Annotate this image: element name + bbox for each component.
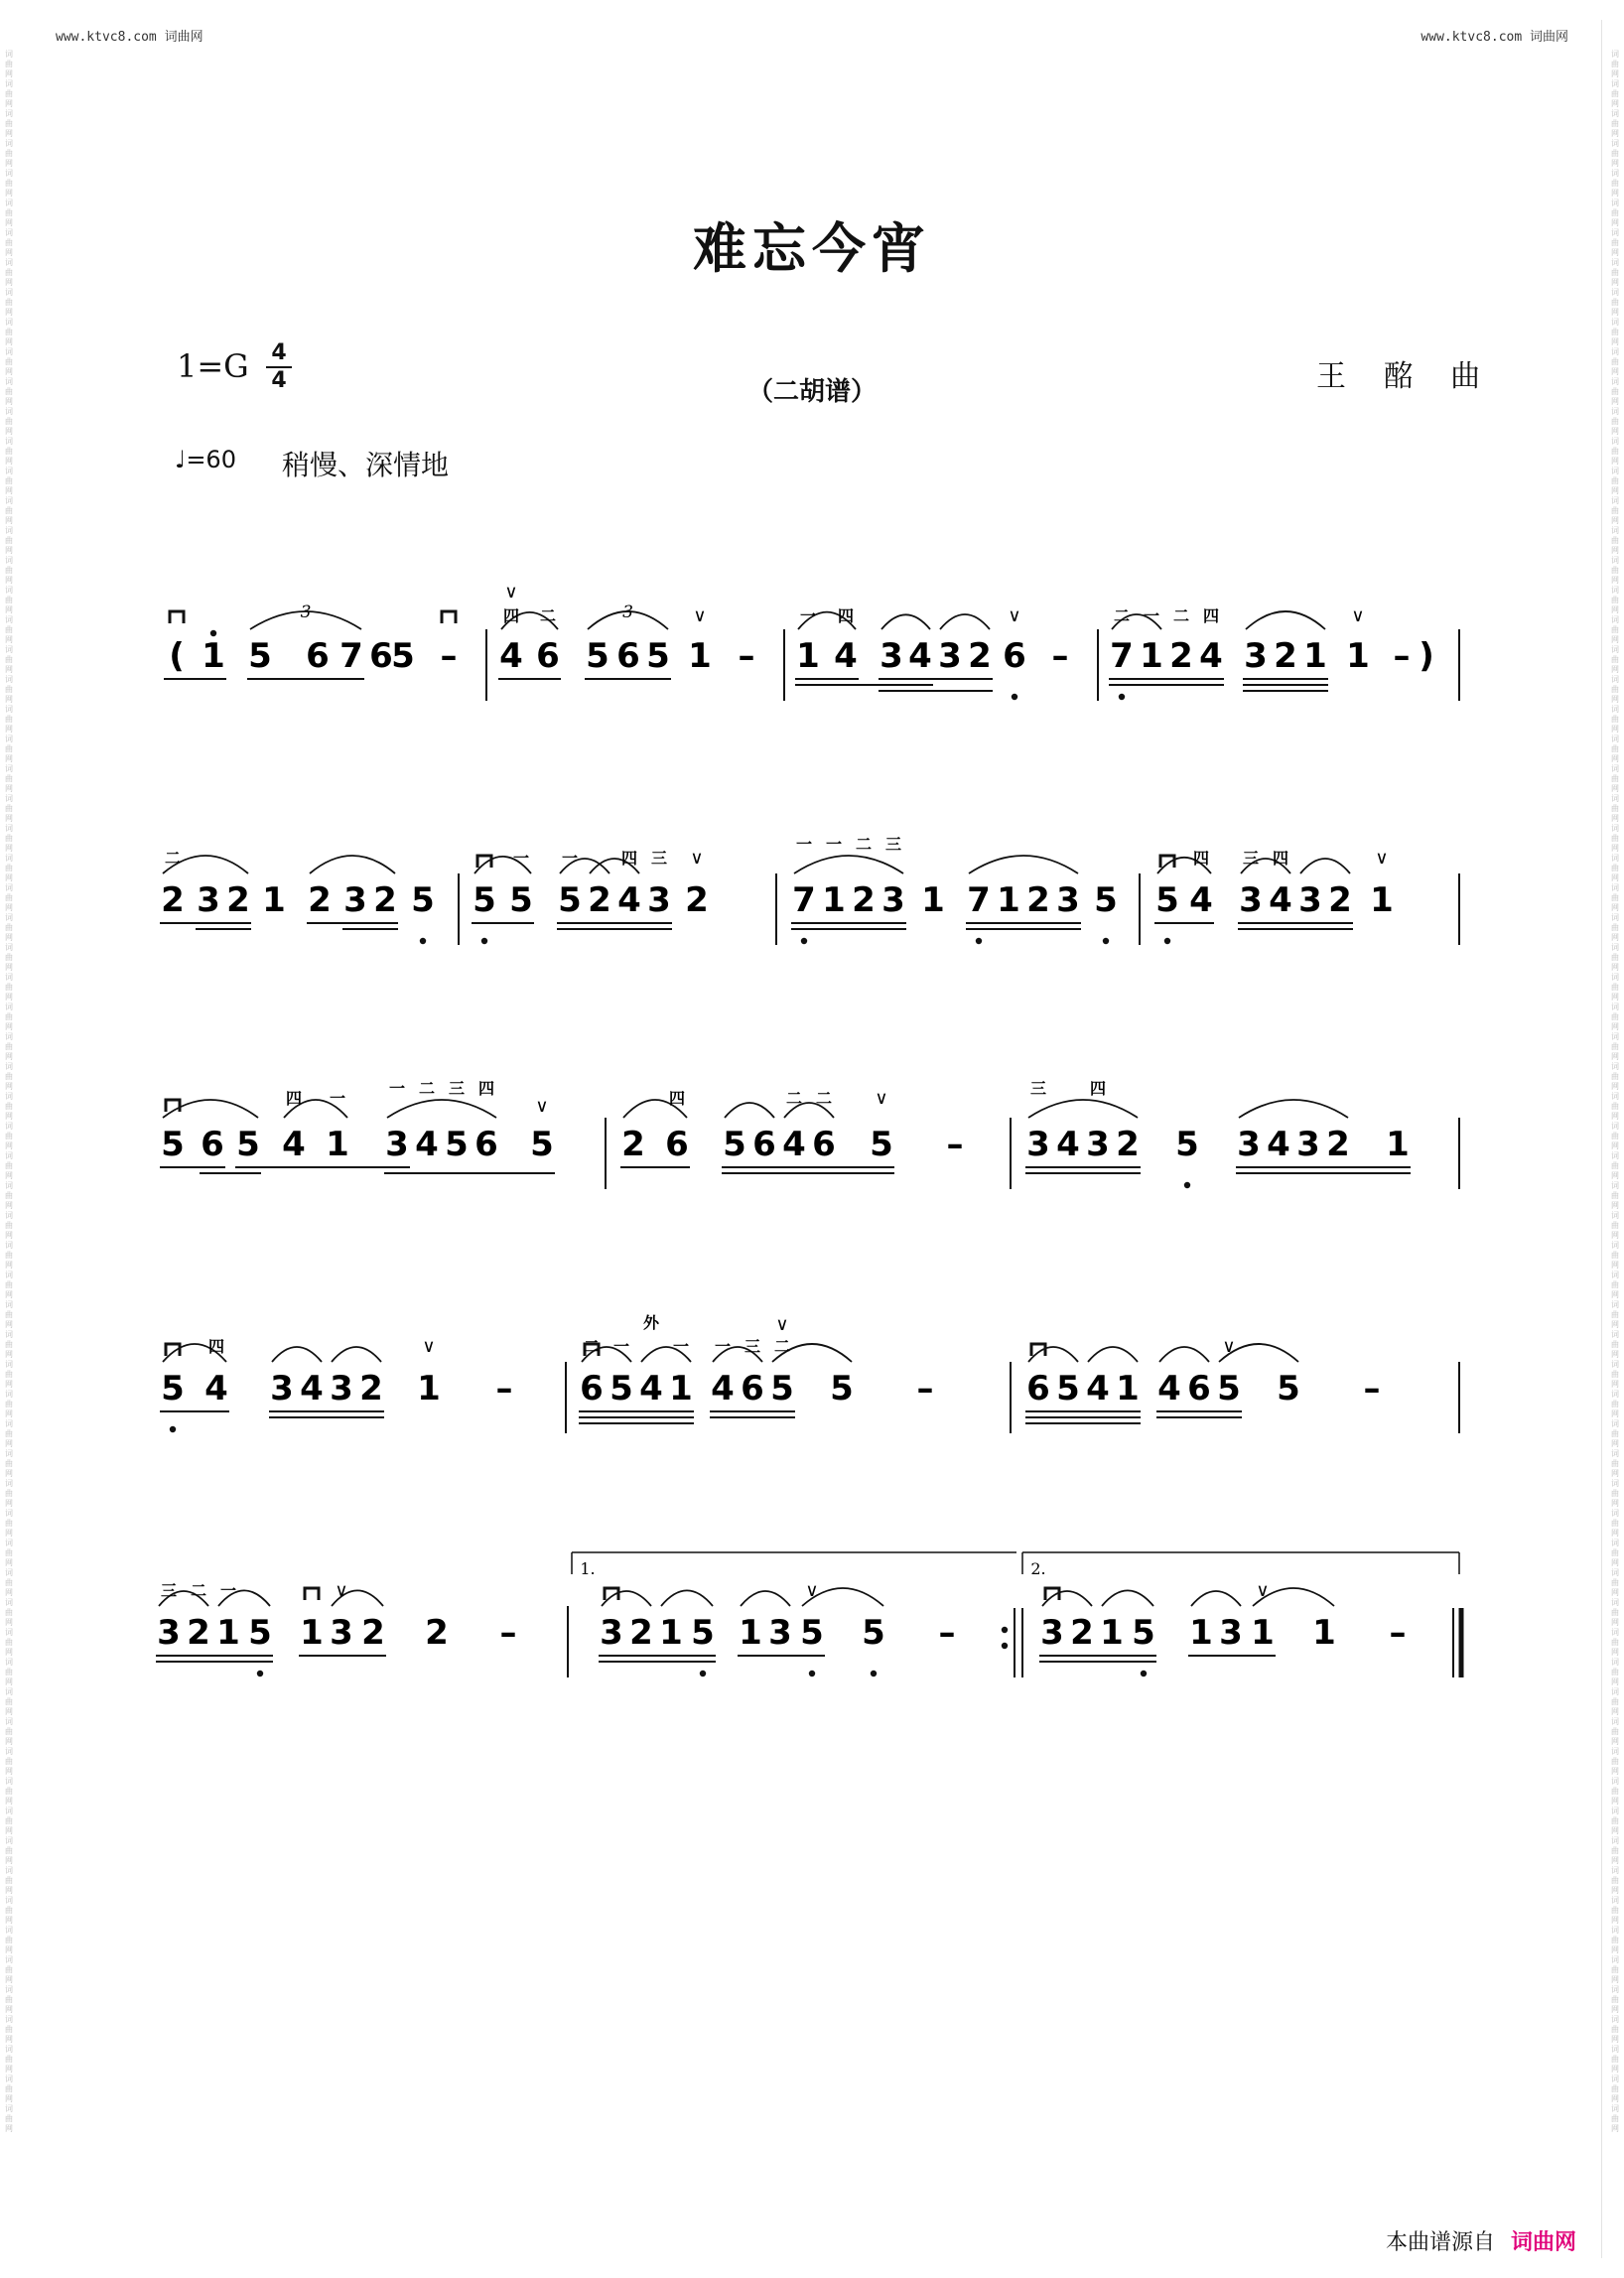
fingering-mark: 二 (164, 849, 182, 868)
fingering-mark: 二 (1113, 606, 1131, 625)
note-3-3-5: 5 (1175, 1125, 1199, 1164)
octave-dot-below (257, 1671, 263, 1676)
note-5-1-6: 3 (330, 1613, 353, 1653)
note-1-3-8: – (1051, 636, 1069, 676)
side-watermark-right: 词曲网词曲网词曲网词曲网词曲网词曲网词曲网词曲网词曲网词曲网词曲网词曲网词曲网词曲网词曲网词曲网词曲网词曲网词曲网词曲网词曲网词曲网词曲网词曲网词曲网词曲网词曲网词曲网词曲网词曲网词曲网词曲网词曲网词曲网词曲网词曲网词曲网词曲网词曲网词曲网词曲网词曲网词曲网词曲网词曲网词曲网词曲网词曲网词曲网词曲网词曲网词曲网词曲网词曲网词曲网词曲网词曲网词曲网词曲网词曲网词曲网词曲网词曲网词曲网词曲网词曲网词曲网词曲网词曲网词曲网 (1611, 50, 1619, 2133)
note-5-3-7: 1 (1251, 1613, 1275, 1653)
fingering-mark: 一 (799, 606, 817, 625)
octave-dot-below (1184, 1182, 1190, 1188)
octave-dot-below (801, 938, 807, 944)
note-1-1-1: ( (169, 636, 185, 676)
note-3-2-4: 6 (752, 1125, 776, 1164)
octave-dot-below (481, 938, 487, 944)
slur-arc (163, 1100, 258, 1118)
octave-dot-below (1012, 694, 1017, 700)
note-5-1-9: – (499, 1613, 517, 1653)
slur-arc (332, 1347, 381, 1362)
slur-arc (661, 1590, 713, 1606)
note-2-4-4: 4 (1269, 880, 1292, 920)
fingering-mark: 一 (672, 1337, 690, 1356)
fingering-mark: 三 (650, 849, 668, 868)
note-2-4-7: 1 (1370, 880, 1394, 920)
note-2-1-2: 3 (197, 880, 220, 920)
note-2-2-1: 5 (473, 880, 496, 920)
slur-arc (1102, 1590, 1153, 1606)
octave-dot-below (1141, 1671, 1147, 1676)
note-4-2-6: 6 (741, 1369, 764, 1408)
note-5-1-1: 3 (157, 1613, 181, 1653)
note-1-2-1: 4 (499, 636, 523, 676)
slur-arc (725, 1103, 774, 1118)
fingering-mark: 二 (855, 835, 873, 854)
fingering-mark: 三 (884, 835, 902, 854)
note-5-1-4: 5 (248, 1613, 272, 1653)
note-4-2-2: 5 (609, 1369, 633, 1408)
volta-2-label: 2. (1030, 1559, 1046, 1578)
note-3-3-4: 2 (1116, 1125, 1140, 1164)
note-5-3-8: 1 (1312, 1613, 1336, 1653)
note-2-4-3: 3 (1239, 880, 1263, 920)
note-3-1-4: 4 (282, 1125, 306, 1164)
slur-arc (1246, 611, 1325, 629)
note-3-1-8: 5 (445, 1125, 469, 1164)
note-5-3-2: 2 (1070, 1613, 1094, 1653)
slur-arc (602, 1591, 651, 1606)
note-4-2-8: 5 (830, 1369, 854, 1408)
note-1-1-4: 6 (306, 636, 330, 676)
fingering-mark: 二 (583, 1337, 601, 1356)
up-bow-mark: ∨ (693, 605, 707, 626)
note-3-1-6: 3 (385, 1125, 409, 1164)
slur-arc (969, 856, 1078, 873)
triplet-mark: 3 (300, 603, 312, 622)
note-5-1-5: 1 (300, 1613, 324, 1653)
time-signature-bottom: 4 (271, 368, 287, 393)
note-2-4-6: 2 (1328, 880, 1352, 920)
note-2-3-2: 1 (822, 880, 846, 920)
fingering-mark: 一 (561, 849, 579, 868)
fingering-mark: 一 (714, 1337, 732, 1356)
octave-dot-above (210, 630, 216, 636)
fingering-mark: 三 (1029, 1079, 1047, 1098)
down-bow-mark (477, 856, 491, 868)
note-5-2-5: 1 (739, 1613, 762, 1653)
fingering-mark: 一 (795, 835, 813, 854)
note-2-2-5: 4 (617, 880, 641, 920)
note-1-4-2: 1 (1140, 636, 1163, 676)
note-3-3-9: 2 (1326, 1125, 1350, 1164)
note-2-2-6: 3 (647, 880, 671, 920)
side-watermark-left: 词曲网词曲网词曲网词曲网词曲网词曲网词曲网词曲网词曲网词曲网词曲网词曲网词曲网词曲网词曲网词曲网词曲网词曲网词曲网词曲网词曲网词曲网词曲网词曲网词曲网词曲网词曲网词曲网词曲网词曲网词曲网词曲网词曲网词曲网词曲网词曲网词曲网词曲网词曲网词曲网词曲网词曲网词曲网词曲网词曲网词曲网词曲网词曲网词曲网词曲网词曲网词曲网词曲网词曲网词曲网词曲网词曲网词曲网词曲网词曲网词曲网词曲网词曲网词曲网词曲网词曲网词曲网词曲网词曲网词曲网 (5, 50, 13, 2133)
octave-dot-below (1103, 938, 1109, 944)
note-3-2-7: 5 (870, 1125, 893, 1164)
octave-dot-below (1164, 938, 1170, 944)
note-5-2-1: 3 (600, 1613, 623, 1653)
octave-dot-below (170, 1426, 176, 1432)
note-2-1-3: 2 (226, 880, 250, 920)
down-bow-mark (166, 1100, 180, 1112)
fingering-mark: 外 (642, 1313, 660, 1332)
fingering-mark: 四 (1192, 849, 1210, 868)
note-5-2-8: 5 (862, 1613, 885, 1653)
note-1-4-5: 3 (1244, 636, 1268, 676)
note-1-2-5: 5 (646, 636, 670, 676)
slur-arc (794, 856, 903, 873)
note-2-1-4: 1 (262, 880, 286, 920)
note-1-1-5: 7 (339, 636, 363, 676)
note-4-3-2: 5 (1056, 1369, 1080, 1408)
note-3-1-7: 4 (415, 1125, 439, 1164)
repeat-dot (1002, 1627, 1008, 1633)
note-5-3-3: 1 (1100, 1613, 1124, 1653)
note-2-4-2: 4 (1189, 880, 1213, 920)
up-bow-mark: ∨ (875, 1088, 888, 1109)
slur-arc (272, 1347, 322, 1362)
note-2-3-3: 2 (852, 880, 876, 920)
note-3-1-2: 6 (201, 1125, 224, 1164)
fingering-mark: 二 (539, 606, 557, 625)
slur-arc (1028, 1100, 1138, 1118)
slur-arc (1042, 1591, 1092, 1606)
fingering-mark: 四 (1089, 1079, 1107, 1098)
note-1-3-5: 3 (938, 636, 962, 676)
octave-dot-below (976, 938, 982, 944)
fingering-mark: 三 (160, 1581, 178, 1600)
note-3-3-10: 1 (1386, 1125, 1410, 1164)
note-1-2-4: 6 (616, 636, 640, 676)
slur-arc (1088, 1347, 1138, 1362)
expression-marking: 稍慢、深情地 (282, 449, 450, 481)
fingering-mark: 四 (1202, 606, 1220, 625)
note-3-2-3: 5 (723, 1125, 746, 1164)
up-bow-mark: ∨ (422, 1336, 436, 1357)
note-3-3-8: 3 (1296, 1125, 1320, 1164)
up-bow-mark: ∨ (1375, 848, 1389, 869)
slur-arc (881, 614, 930, 629)
note-5-2-9: – (938, 1613, 956, 1653)
note-4-3-8: 5 (1277, 1369, 1300, 1408)
fingering-mark: 四 (477, 1079, 495, 1098)
slur-arc (1028, 1347, 1078, 1362)
note-2-1-6: 3 (343, 880, 367, 920)
fingering-mark: 四 (1272, 849, 1289, 868)
note-2-3-6: 7 (967, 880, 991, 920)
note-4-3-9: – (1363, 1369, 1381, 1408)
note-1-3-1: 1 (796, 636, 820, 676)
note-2-2-4: 2 (588, 880, 611, 920)
up-bow-mark: ∨ (504, 582, 518, 603)
slur-arc (1300, 859, 1350, 873)
note-3-1-10: 5 (530, 1125, 554, 1164)
note-5-2-2: 2 (629, 1613, 653, 1653)
note-5-3-6: 3 (1219, 1613, 1243, 1653)
fingering-mark: 三 (448, 1079, 466, 1098)
note-2-1-7: 2 (373, 880, 397, 920)
fingering-mark: 二 (773, 1337, 791, 1356)
note-4-3-3: 4 (1086, 1369, 1110, 1408)
note-5-2-3: 1 (659, 1613, 683, 1653)
note-3-3-1: 3 (1026, 1125, 1050, 1164)
fingering-mark: 四 (837, 606, 855, 625)
note-4-2-5: 4 (711, 1369, 735, 1408)
note-1-4-1: 7 (1110, 636, 1134, 676)
note-4-3-5: 4 (1157, 1369, 1181, 1408)
note-5-1-7: 2 (361, 1613, 385, 1653)
note-2-4-1: 5 (1155, 880, 1179, 920)
note-1-3-7: 6 (1003, 636, 1026, 676)
note-1-4-6: 2 (1274, 636, 1297, 676)
note-2-1-5: 2 (308, 880, 332, 920)
note-3-3-6: 3 (1237, 1125, 1261, 1164)
fingering-mark: 二 (785, 1089, 803, 1108)
fingering-mark: 一 (219, 1581, 237, 1600)
note-5-3-9: – (1389, 1613, 1407, 1653)
note-1-3-4: 4 (908, 636, 932, 676)
note-4-1-5: 3 (330, 1369, 353, 1408)
note-4-3-4: 1 (1116, 1369, 1140, 1408)
fingering-mark: 四 (620, 849, 638, 868)
note-1-1-6: 6 (369, 636, 393, 676)
slur-arc (1159, 1347, 1209, 1362)
note-1-3-3: 3 (880, 636, 903, 676)
triplet-mark: 3 (622, 603, 633, 622)
fingering-mark: 二 (190, 1581, 207, 1600)
up-bow-mark: ∨ (1222, 1336, 1236, 1357)
note-1-2-7: – (738, 636, 755, 676)
note-1-4-3: 2 (1169, 636, 1193, 676)
note-4-1-4: 4 (300, 1369, 324, 1408)
slur-arc (387, 1100, 496, 1118)
note-1-4-9: – (1393, 636, 1411, 676)
fingering-mark: 四 (207, 1337, 225, 1356)
fingering-mark: 一 (388, 1079, 406, 1098)
note-1-4-7: 1 (1303, 636, 1327, 676)
time-signature-top: 4 (271, 340, 287, 365)
note-5-1-8: 2 (425, 1613, 449, 1653)
note-5-2-6: 3 (768, 1613, 792, 1653)
note-1-3-2: 4 (834, 636, 858, 676)
fingering-mark: 四 (285, 1089, 303, 1108)
fingering-mark: 二 (1172, 606, 1190, 625)
note-3-3-7: 4 (1267, 1125, 1290, 1164)
note-5-2-4: 5 (691, 1613, 715, 1653)
slur-arc (940, 614, 990, 629)
octave-dot-below (420, 938, 426, 944)
footer-brand-link[interactable]: 词曲网 (1510, 2230, 1576, 2255)
up-bow-mark: ∨ (805, 1580, 819, 1601)
note-5-3-5: 1 (1189, 1613, 1213, 1653)
note-1-1-3: 5 (248, 636, 272, 676)
note-4-1-7: 1 (417, 1369, 441, 1408)
note-1-1-7: 5 (391, 636, 415, 676)
note-2-4-5: 3 (1298, 880, 1322, 920)
note-5-1-3: 1 (216, 1613, 240, 1653)
note-2-3-5: 1 (921, 880, 945, 920)
note-5-2-7: 5 (800, 1613, 824, 1653)
note-3-2-5: 4 (782, 1125, 806, 1164)
note-2-1-8: 5 (411, 880, 435, 920)
note-3-2-2: 6 (665, 1125, 689, 1164)
note-2-2-2: 5 (509, 880, 533, 920)
note-2-3-1: 7 (792, 880, 816, 920)
note-3-1-3: 5 (236, 1125, 260, 1164)
octave-dot-below (1119, 694, 1125, 700)
slur-arc (310, 856, 395, 873)
up-bow-mark: ∨ (335, 1580, 348, 1601)
octave-dot-below (809, 1671, 815, 1676)
note-3-1-1: 5 (161, 1125, 185, 1164)
fingering-mark: 四 (502, 606, 520, 625)
note-5-1-2: 2 (187, 1613, 210, 1653)
note-2-2-3: 5 (558, 880, 582, 920)
note-2-3-7: 1 (997, 880, 1020, 920)
down-bow-mark (442, 611, 456, 623)
note-3-2-1: 2 (621, 1125, 645, 1164)
up-bow-mark: ∨ (1008, 605, 1021, 626)
key-signature: 1=G (177, 347, 249, 385)
note-2-1-1: 2 (161, 880, 185, 920)
repeat-dot (1002, 1643, 1008, 1649)
note-5-3-4: 5 (1132, 1613, 1155, 1653)
note-3-3-3: 3 (1086, 1125, 1110, 1164)
volta-1-label: 1. (580, 1559, 596, 1578)
up-bow-mark: ∨ (775, 1314, 789, 1335)
note-1-3-6: 2 (968, 636, 992, 676)
up-bow-mark: ∨ (690, 848, 704, 869)
note-1-4-4: 4 (1199, 636, 1223, 676)
note-1-4-8: 1 (1346, 636, 1370, 676)
note-4-2-4: 1 (669, 1369, 693, 1408)
note-4-2-3: 4 (639, 1369, 663, 1408)
slur-arc (1191, 1591, 1241, 1606)
fingering-mark: 二 (815, 1089, 833, 1108)
note-2-2-7: 2 (685, 880, 709, 920)
tempo-marking: ♩=60 (175, 446, 236, 473)
score-subtitle: （二胡谱） (746, 377, 877, 407)
site-header-right: www.ktvc8.com 词曲网 (1421, 30, 1568, 45)
fingering-mark: 三 (744, 1337, 761, 1356)
note-4-2-7: 5 (770, 1369, 794, 1408)
note-4-1-1: 5 (161, 1369, 185, 1408)
slur-arc (1239, 1100, 1348, 1118)
note-2-3-10: 5 (1094, 880, 1118, 920)
note-1-4-10: ) (1419, 636, 1434, 676)
note-4-1-8: – (495, 1369, 513, 1408)
note-4-2-9: – (916, 1369, 934, 1408)
fingering-mark: 二 (418, 1079, 436, 1098)
song-title: 难忘今宵 (693, 216, 931, 280)
fingering-mark: 三 (1242, 849, 1260, 868)
composer-credit: 王 酩 曲 (1316, 359, 1495, 394)
note-4-3-7: 5 (1217, 1369, 1241, 1408)
fingering-mark: 四 (668, 1089, 686, 1108)
footer-source (1386, 2225, 1576, 2256)
note-1-2-6: 1 (688, 636, 712, 676)
note-1-2-2: 6 (536, 636, 560, 676)
octave-dot-below (700, 1671, 706, 1676)
fingering-mark: 一 (512, 849, 530, 868)
note-4-1-3: 3 (270, 1369, 294, 1408)
note-4-2-1: 6 (580, 1369, 604, 1408)
note-3-3-2: 4 (1056, 1125, 1080, 1164)
note-5-3-1: 3 (1040, 1613, 1064, 1653)
note-3-2-8: – (946, 1125, 964, 1164)
down-bow-mark (170, 611, 184, 623)
note-4-3-6: 6 (1187, 1369, 1211, 1408)
note-2-3-4: 3 (881, 880, 905, 920)
site-header-left: www.ktvc8.com 词曲网 (56, 30, 203, 45)
up-bow-mark: ∨ (535, 1096, 549, 1117)
note-4-1-6: 2 (359, 1369, 383, 1408)
fingering-mark: 一 (825, 835, 843, 854)
note-2-3-9: 3 (1056, 880, 1080, 920)
note-2-3-8: 2 (1026, 880, 1050, 920)
down-bow-mark (305, 1588, 319, 1600)
up-bow-mark: ∨ (1351, 605, 1365, 626)
fingering-mark: 一 (329, 1089, 346, 1108)
note-3-1-9: 6 (474, 1125, 498, 1164)
fingering-mark: 一 (1143, 606, 1160, 625)
footer-source-text: 本曲谱源自 (1385, 2230, 1495, 2255)
fingering-mark: 一 (612, 1337, 630, 1356)
note-1-1-8: – (440, 636, 458, 676)
note-4-3-1: 6 (1026, 1369, 1050, 1408)
up-bow-mark: ∨ (1256, 1580, 1270, 1601)
note-4-1-2: 4 (204, 1369, 228, 1408)
note-1-1-2: 1 (202, 636, 225, 676)
octave-dot-below (871, 1671, 877, 1676)
note-3-1-5: 1 (326, 1125, 349, 1164)
slur-arc (741, 1591, 790, 1606)
note-1-2-3: 5 (586, 636, 609, 676)
note-3-2-6: 6 (812, 1125, 836, 1164)
